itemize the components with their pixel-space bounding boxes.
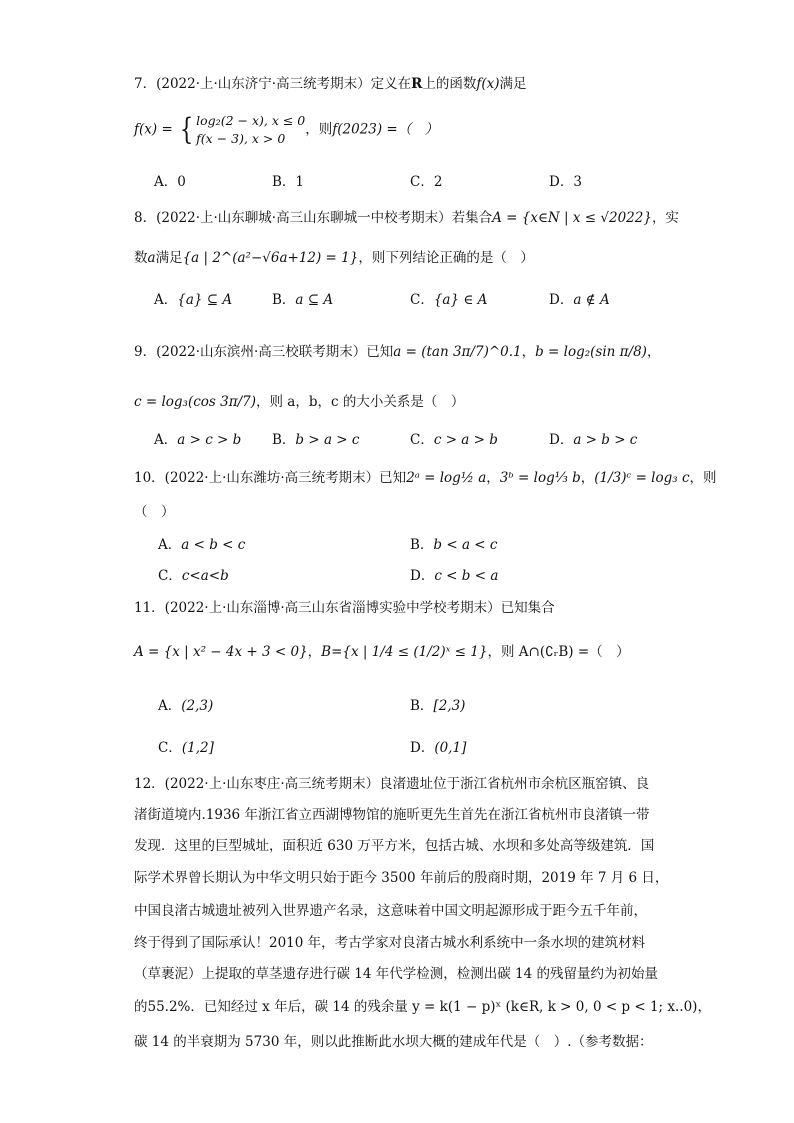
q8-set-a: {a | 2^(a²−√6a+12) = 1} [182, 250, 359, 266]
q7-stem-suffix: 满足 [499, 76, 527, 92]
option-label: B． [272, 432, 296, 448]
q9-c-def: c = log₃(cos 3π/7) [134, 394, 256, 410]
q12-line-5: 中国良渚古城遗址被列入世界遗产名录，这意味着中国文明起源形成于距今五千年前， [134, 903, 647, 919]
option-value: a > b > c [573, 432, 638, 448]
q11-sets: A = {x | x² − 4x + 3 < 0}，B={x | 1/4 ≤ (1/2)ˣ ≤ 1}，则 A∩(∁ᵣB) =（ ） [134, 644, 630, 660]
q8-line2-prefix: 数 [134, 250, 148, 266]
option-value: a > c > b [177, 432, 242, 448]
q11-set-B: B={x | 1/4 ≤ (1/2)ˣ ≤ 1} [321, 644, 488, 660]
q7-then: ，则 [305, 121, 333, 138]
q9-stem-prefix: 9．(2022·山东滨州·高三校联考期末）已知 [134, 344, 394, 360]
q8-stem-tail: ，实 [651, 210, 679, 226]
option-label: B． [272, 292, 296, 308]
option-value: 1 [295, 174, 305, 190]
option-value: (2,3) [181, 698, 214, 714]
option-value: [2,3) [433, 698, 466, 714]
option-value: a < b < c [181, 537, 246, 553]
q12-line-1: 12．(2022·上·山东枣庄·高三统考期末）良渚遗址位于浙江省杭州市余杭区瓶窑镇、良 [134, 776, 650, 792]
option-value: b < a < c [433, 537, 498, 553]
option-label: B． [410, 537, 434, 553]
option-label: A． [154, 292, 178, 308]
q9-option-c[interactable] [410, 430, 498, 450]
q12-line-7: （草裹泥）上提取的草茎遗存进行碳 14 年代学检测，检测出碳 14 的残留量约为初始量 [134, 966, 659, 982]
q7-stem-prefix: 7．(2022·上·山东济宁·高三统考期末）定义在 [134, 76, 412, 92]
option-value: {a} ∈ A [433, 292, 488, 308]
q11-option-c[interactable] [158, 738, 214, 758]
q7-piecewise: f(x) = { log₂(2 − x), x ≤ 0 f(x − 3), x > 0 ，则f(2023) =（ ） [134, 112, 439, 147]
q7-func-name: f(x) [476, 76, 500, 92]
q11-set-A: A = {x | x² − 4x + 3 < 0} [134, 644, 308, 660]
q12-line-2: 渚街道境内.1936 年浙江省立西湖博物馆的施昕更先生首先在浙江省杭州市良渚镇一带 [134, 807, 650, 823]
q7-piece1: log₂(2 − x), x ≤ 0 [196, 113, 306, 128]
q11-option-b[interactable] [410, 696, 465, 716]
q10-paren: （ ） [134, 504, 175, 520]
q10-stem: 10．(2022·上·山东潍坊·高三统考期末）已知2ᵃ = log½ a，3ᵇ = log⅓ b，(1/3)ᶜ = log₃ c，则 [134, 470, 717, 486]
q9-stem: 9．(2022·山东滨州·高三校联考期末）已知a = (tan 3π/7)^0.1，b = log₂(sin π/8)， [134, 344, 661, 360]
q8-option-c[interactable] [410, 290, 487, 310]
q12-line-6: 终于得到了国际承认！2010 年，考古学家对良渚古城水利系统中一条水坝的建筑材料 [134, 935, 646, 951]
option-value: 0 [177, 174, 186, 190]
q12-line-4: 际学术界曾长期认为中华文明只始于距今 3500 年前后的殷商时期，2019 年 7 月 6 日， [134, 870, 669, 886]
q11-query: ，则 A∩(∁ᵣB) =（ ） [487, 644, 630, 660]
option-value: c<a<b [181, 568, 229, 584]
q10-option-a[interactable] [158, 535, 245, 555]
q12-line-8: 的55.2%．已知经过 x 年后，碳 14 的残余量 y = k(1 − p)ˣ (k∈R, k > 0, 0 < p < 1; x..0)， [134, 999, 711, 1015]
option-label: A． [158, 698, 182, 714]
option-label: C． [410, 432, 434, 448]
option-label: D． [410, 740, 435, 756]
q7-option-b[interactable] [272, 172, 304, 192]
q10-eq1: 2ᵃ = log½ a [406, 470, 487, 486]
option-label: B． [410, 698, 434, 714]
option-label: A． [154, 174, 178, 190]
q11-option-d[interactable] [410, 738, 466, 758]
option-label: D． [410, 568, 435, 584]
q7-stem [134, 74, 526, 94]
q8-option-a[interactable] [154, 290, 232, 310]
option-label: C． [410, 292, 434, 308]
option-value: 2 [433, 174, 443, 190]
q10-stem-prefix: 10．(2022·上·山东潍坊·高三统考期末）已知 [134, 470, 407, 486]
q8-line2-mid: 满足 [155, 250, 183, 266]
q9-a-def: a = (tan 3π/7)^0.1 [393, 344, 522, 360]
q7-option-c[interactable] [410, 172, 442, 192]
q9-b-def: b = log₂(sin π/8) [535, 344, 647, 360]
option-value: (1,2] [181, 740, 214, 756]
option-value: (0,1] [434, 740, 467, 756]
q10-option-d[interactable] [410, 566, 498, 586]
q7-set-R: R [411, 76, 423, 92]
q7-option-a[interactable] [154, 172, 186, 192]
q8-set-A: A = {x∈N | x ≤ √2022} [492, 210, 652, 226]
q7-brace: { [179, 112, 194, 147]
option-value: {a} ⊆ A [177, 292, 233, 308]
q9-option-b[interactable] [272, 430, 359, 450]
option-value: b > a > c [295, 432, 360, 448]
q8-var-a: a [147, 250, 156, 266]
q11-stem: 11．(2022·上·山东淄博·高三山东省淄博实验中学校考期末）已知集合 [134, 600, 555, 616]
option-label: B． [272, 174, 296, 190]
option-label: D． [549, 174, 574, 190]
option-value: 3 [573, 174, 582, 190]
q9-line2 [134, 392, 464, 412]
q7-piece2: f(x − 3), x > 0 [196, 131, 286, 146]
q12-line-9: 碳 14 的半衰期为 5730 年，则以此推断此水坝大概的建成年代是（ ）.（参考数据： [134, 1034, 653, 1050]
q10-option-c[interactable] [158, 566, 229, 586]
q7-func-lhs: f(x) [134, 121, 158, 138]
option-label: C． [158, 740, 182, 756]
q11-option-a[interactable] [158, 696, 213, 716]
q9-option-d[interactable] [549, 430, 637, 450]
q7-stem-mid: 上的函数 [422, 76, 477, 92]
q8-option-d[interactable] [549, 290, 610, 310]
option-value: a ⊆ A [295, 292, 334, 308]
q10-eq3: (1/3)ᶜ = log₃ c [594, 470, 690, 486]
q10-stem-suffix: ，则 [689, 470, 717, 486]
option-label: C． [158, 568, 182, 584]
option-value: c > a > b [433, 432, 498, 448]
q8-line2-suffix: ，则下列结论正确的是（ ） [358, 250, 534, 266]
option-label: D． [549, 432, 574, 448]
option-label: A． [154, 432, 178, 448]
option-value: c < b < a [434, 568, 499, 584]
q10-eq2: 3ᵇ = log⅓ b [499, 470, 581, 486]
option-value: a ∉ A [573, 292, 610, 308]
q12-line-3: 发现．这里的巨型城址，面积近 630 万平方米，包括古城、水坝和多处高等级建筑．国 [134, 838, 655, 854]
q7-pieces [196, 112, 305, 148]
q9-stem-suffix: ，则 a，b，c 的大小关系是（ ） [256, 394, 465, 410]
option-label: C． [410, 174, 434, 190]
q8-option-b[interactable] [272, 290, 333, 310]
q7-option-d[interactable] [549, 172, 582, 192]
option-label: D． [549, 292, 574, 308]
q9-option-a[interactable] [154, 430, 241, 450]
option-label: A． [158, 537, 182, 553]
q10-option-b[interactable] [410, 535, 497, 555]
q8-line2 [134, 248, 534, 268]
q7-query: f(2023) =（ ） [332, 121, 439, 138]
q8-stem [134, 208, 679, 228]
q8-stem-prefix: 8．(2022·上·山东聊城·高三山东聊城一中校考期末）若集合 [134, 210, 493, 226]
